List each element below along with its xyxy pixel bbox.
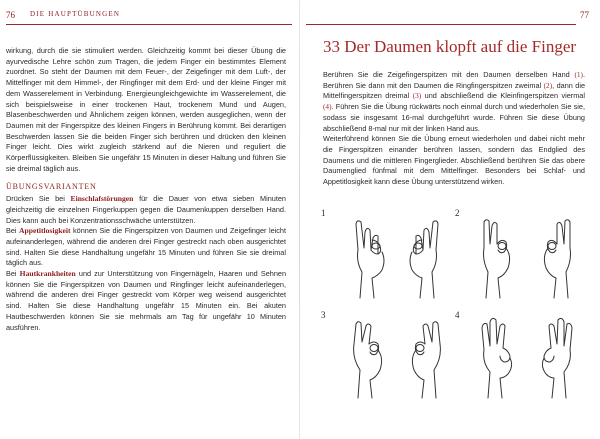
variants-heading: ÜBUNGSVARIANTEN <box>6 182 97 192</box>
instruction-paragraph <box>323 70 585 134</box>
instruction-text: Berühren Sie die Zeigefingerspitzen mit den Daumen derselben Hand <box>323 70 575 79</box>
right-page-number: 77 <box>580 10 589 20</box>
hands-illustration-1 <box>342 210 452 300</box>
hands-illustration-2 <box>472 210 582 300</box>
keyword-einschlafstoerungen: Einschlafstörungen <box>70 194 134 204</box>
figure-ref-3: (3) <box>412 91 422 101</box>
variant-text: Bei <box>6 226 20 236</box>
left-hand-3 <box>354 322 382 398</box>
variant-text: und zur Unterstützung von Fingernägeln, Haaren und Sehnen können Sie die Fingerspitzen von Daumen und Ringfinger leicht aufeinanderlegen, während die anderen drei Finger gestreckt vom Körper weg weisend ausgerichtet sind. Halten Sie diese Handhaltung ungefähr 15 Minuten ein. Bei akuten Hautbeschwerden können Sie sie mehrmals am Tag für ungefähr 10 Minuten ausführen. <box>6 269 287 332</box>
hands-illustration-3 <box>342 310 452 400</box>
figure-label-1: 1 <box>321 208 326 218</box>
figure-label-3: 3 <box>321 310 326 320</box>
right-hand-3 <box>412 322 440 398</box>
variant-text: für die Dauer von etwa sieben Minuten gleichzeitig die einzelnen Fingerkuppen gegen die Daumenkuppen derselben Hand. Dies kann auch bei Konzentrationsschwäche unterstützen. <box>6 194 286 225</box>
instruction-text: . Berühren Sie dann mit den Daumen die Ringfingerspitzen zweimal <box>323 70 585 90</box>
instruction-text: . Führen Sie die Übung rückwärts noch einmal durch und wiederholen Sie sie, sodass sie insgesamt 16-mal durchgeführt wurde. Führen Sie diese Übung abschließend 8-mal nur mit der linken Hand aus. <box>323 102 585 133</box>
right-hand-2 <box>544 220 570 298</box>
left-hand-1 <box>356 221 384 298</box>
right-page <box>300 0 600 439</box>
right-header-rule <box>306 24 576 25</box>
right-hand-4 <box>542 318 572 398</box>
intro-paragraph: wirkung, durch die sie stimuliert werden. Gleichzeitig kommt bei dieser Übung die ayurvedische Lehre schön zum Tragen, die jedem Finger ein bestimmtes Element zuordnet. So steht der Daumen mit dem Feuer-, der Zeigefinger mit dem Luft-, der Mittelfinger mit dem Himmel-, der Ringfinger mit dem Erd- und der kleine Finger mit dem Wasserelement in Verbindung. Energieungleichgewichte im Wasserelement, die sich beispielsweise in einer trockenen Haut, trockenem Mund und Augen, Blasenbeschwerden und Ähnlichem zeigen können, werden ausgeglichen, wenn der Daumen mit der Fingerspitze des kleinen Fingers in Berührung kommt. Bei derartigen Beschwerden lassen Sie die beiden Finger sich berühren und drücken den kleinen Finger leicht. Dies wirkt zugleich stärkend auf die Nieren und reguliert die Körperflüssigkeiten. Bleiben Sie ungefähr 15 Minuten in dieser Haltung und führen Sie sie dreimal täglich aus. <box>6 46 286 173</box>
hands-illustration-4 <box>472 310 582 400</box>
instruction-text: , dann die Mittelfingerspitzen dreimal <box>323 80 585 101</box>
left-header-rule <box>6 24 292 25</box>
left-hand-4 <box>482 318 512 398</box>
keyword-hautkrankheiten: Hautkrankheiten <box>19 269 76 279</box>
variant-text: Drücken Sie bei <box>6 194 71 204</box>
instruction-text: und abschließend die Kleinfingerspitzen viermal <box>421 91 585 101</box>
right-body <box>323 70 585 188</box>
left-page-number: 76 <box>6 10 15 20</box>
left-hand-2 <box>484 220 510 298</box>
left-running-head <box>0 10 300 26</box>
figure-ref-4: (4) <box>323 102 332 112</box>
figure-label-2: 2 <box>455 208 460 218</box>
figure-ref-2: (2) <box>543 80 553 90</box>
left-body <box>6 46 286 333</box>
right-hand-1 <box>410 221 438 298</box>
right-running-head <box>300 10 600 26</box>
variant-paragraph-sleep <box>6 194 286 226</box>
keyword-appetitlosigkeit: Appetitlosigkeit <box>19 226 71 236</box>
variant-text: können Sie die Fingerspitzen von Daumen und Zeigefinger leicht aufeinanderlegen, während die anderen drei Finger gestreckt nach oben ausgerichtet sind. Halten Sie diese Handhaltung ungefähr 15 Minuten und führen Sie sie dreimal täglich aus. <box>6 226 286 268</box>
variant-paragraph-appetite <box>6 226 286 269</box>
variant-text: Bei <box>6 269 20 279</box>
figure-ref-1: (1) <box>574 70 583 79</box>
figure-label-4: 4 <box>455 310 460 320</box>
left-running-title: DIE HAUPTÜBUNGEN <box>30 10 121 18</box>
continuation-paragraph: Weiterführend können Sie die Übung erneut wiederholen und dabei nicht mehr die Fingerspitzen einander berühren lassen, sondern das Endglied des Daumens und die mittleren Fingerglieder. Abschließend berühren Sie das obere Daumenglied fünfmal mit dem Mittelfinger. Besonders bei Schlaf- und Appetitlosigkeit kann diese Übung unterstützend wirken. <box>323 134 585 187</box>
variant-paragraph-skin <box>6 269 286 333</box>
exercise-title: 33 Der Daumen klopft auf die Finger <box>323 37 577 56</box>
